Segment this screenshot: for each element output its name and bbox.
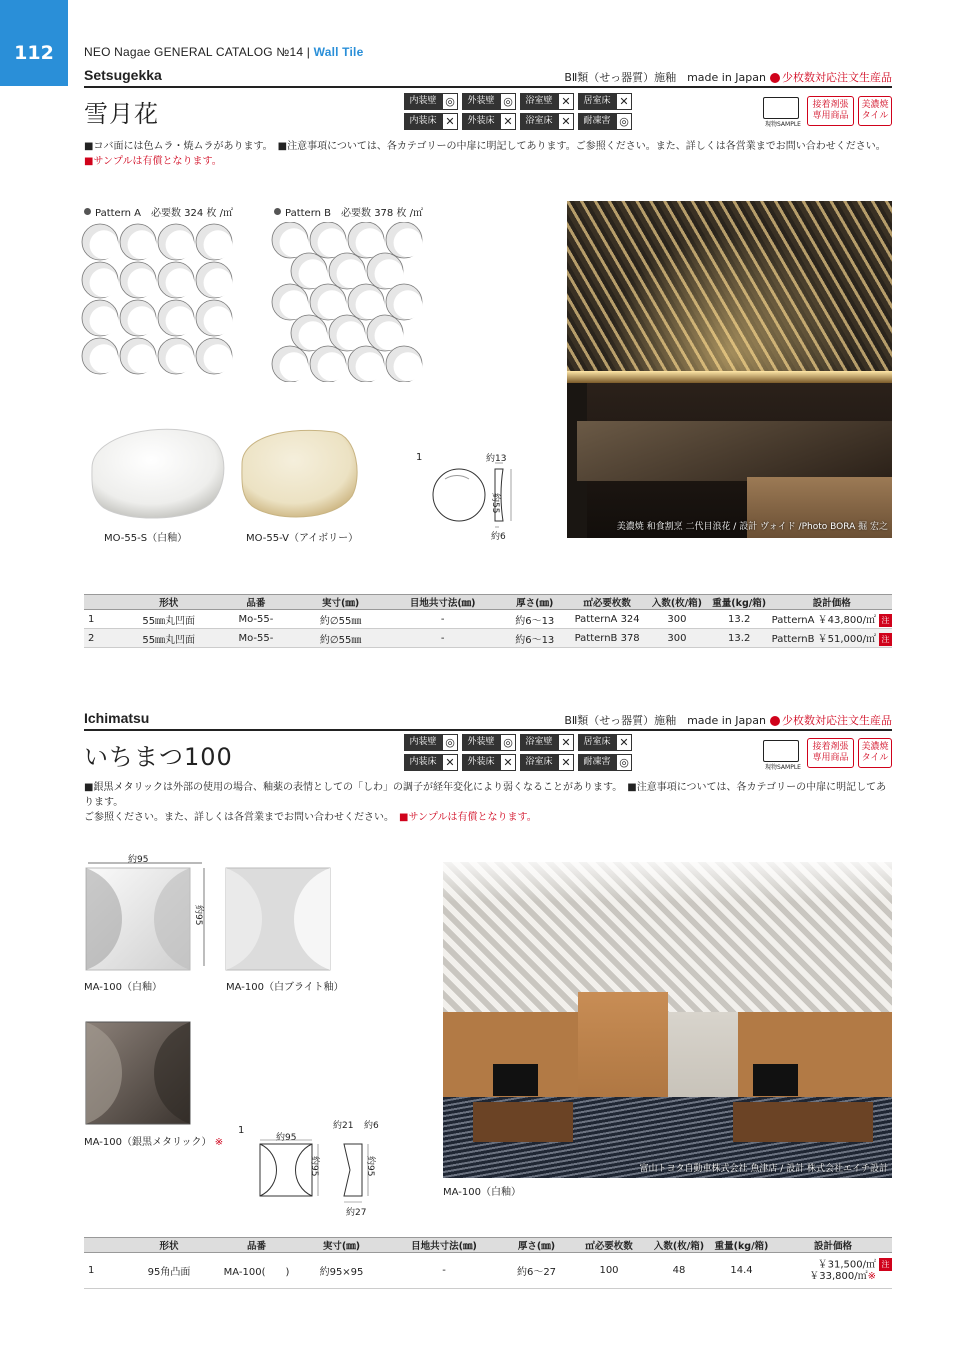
double-circle-icon: ◎ bbox=[500, 93, 516, 110]
usage-item bbox=[404, 113, 458, 130]
tile-circle bbox=[196, 300, 232, 336]
tile-circle bbox=[348, 222, 384, 258]
tile-circle bbox=[158, 300, 194, 336]
tile-ma100-bright-image bbox=[224, 866, 334, 972]
header-thickness: 厚さ(㎜) bbox=[502, 595, 567, 610]
tile-circle bbox=[386, 284, 422, 320]
cross-icon: ✕ bbox=[558, 734, 574, 751]
usage-item bbox=[520, 93, 574, 110]
tile-circle bbox=[272, 346, 308, 382]
header-per-sqm: ㎡必要枚数 bbox=[567, 595, 647, 610]
tile-circle bbox=[329, 253, 365, 289]
dim-27: 約27 bbox=[346, 1208, 367, 1218]
tile-circle bbox=[82, 224, 118, 260]
usage-item bbox=[404, 93, 458, 110]
note: ■コバ面には色ムラ・焼ムラがあります。 ■注意事項については、各カテゴリーの中扉に明記してあります。ご参照ください。また、詳しくは各営業までお問い合わせください。 ■サンプルは有償となります。 bbox=[84, 141, 886, 167]
red-dot-icon bbox=[770, 716, 780, 726]
tile-circle bbox=[120, 338, 156, 374]
tile-circle bbox=[367, 315, 403, 351]
cross-icon: ✕ bbox=[500, 113, 516, 130]
tile-circle bbox=[82, 338, 118, 374]
section-name: Ichimatsu bbox=[84, 710, 150, 726]
usage-label: 内装床 bbox=[404, 113, 442, 130]
header-thickness: 厚さ(㎜) bbox=[504, 1238, 569, 1253]
section-name: Setsugekka bbox=[84, 67, 162, 83]
usage-item bbox=[404, 734, 458, 751]
usage-item bbox=[404, 754, 458, 771]
tile-circle bbox=[158, 262, 194, 298]
dim-width: 約95 bbox=[276, 1133, 297, 1143]
header-size: 実寸(㎜) bbox=[298, 595, 383, 610]
bullet-icon bbox=[274, 208, 281, 215]
table-row: 2 55㎜丸凹面 Mo-55- 約∅55㎜ - 約6～13 PatternB 378 300 13.2 PatternB ￥51,000/㎡ 注 bbox=[84, 629, 892, 648]
tile-circle bbox=[120, 262, 156, 298]
product-title: 雪月花 bbox=[84, 100, 159, 128]
usage-item bbox=[578, 754, 632, 771]
tile-circle bbox=[310, 284, 346, 320]
tile-drawing bbox=[425, 455, 525, 545]
usage-item bbox=[578, 734, 632, 751]
usage-label: 外装壁 bbox=[462, 93, 500, 110]
header-price: 設計価格 bbox=[774, 1238, 892, 1253]
tile-ivory-image bbox=[234, 418, 364, 524]
section-rule bbox=[84, 86, 892, 88]
caption-ivory: MO-55-V（アイボリー） bbox=[246, 533, 359, 544]
mino-badge: 美濃焼 タイル bbox=[858, 96, 892, 126]
usage-label: 居室床 bbox=[578, 93, 616, 110]
header-per-box: 入数(枚/箱) bbox=[647, 595, 707, 610]
dim-6: 約6 bbox=[364, 1121, 379, 1131]
header-shape: 形状 bbox=[124, 595, 214, 610]
dim-height: 約95 bbox=[309, 1156, 319, 1177]
usage-item bbox=[462, 93, 516, 110]
product-meta: BⅡ類（せっ器質）施釉 made in Japan 少枚数対応注文生産品 bbox=[564, 71, 892, 84]
spec-table bbox=[84, 594, 892, 648]
tile-circle bbox=[367, 253, 403, 289]
usage-item bbox=[578, 93, 632, 110]
page-number: 112 bbox=[0, 0, 68, 86]
dim-width: 約95 bbox=[128, 855, 149, 865]
double-circle-icon: ◎ bbox=[616, 754, 632, 771]
cross-icon: ✕ bbox=[442, 754, 458, 771]
header-joint: 目地共寸法(㎜) bbox=[383, 595, 502, 610]
running-header: NEO Nagae GENERAL CATALOG №14 | Wall Tile bbox=[84, 45, 364, 59]
caption-white: MO-55-S（白釉） bbox=[104, 533, 188, 544]
usage-label: 内装壁 bbox=[404, 734, 442, 751]
cross-icon: ✕ bbox=[442, 113, 458, 130]
usage-item bbox=[520, 113, 574, 130]
dim-height: 約95 bbox=[193, 905, 203, 926]
pattern-b-diagram bbox=[270, 222, 434, 382]
header-price: 設計価格 bbox=[772, 595, 892, 610]
sample-icon bbox=[763, 740, 799, 762]
usage-label: 浴室壁 bbox=[520, 734, 558, 751]
header-per-box: 入数(枚/箱) bbox=[649, 1238, 709, 1253]
usage-item bbox=[462, 734, 516, 751]
usage-grid bbox=[404, 93, 632, 130]
pattern-b-label: Pattern B 必要数 378 枚 /㎡ bbox=[274, 204, 423, 219]
cross-icon: ✕ bbox=[558, 754, 574, 771]
tile-circle bbox=[196, 262, 232, 298]
bullet-icon bbox=[84, 208, 91, 215]
double-circle-icon: ◎ bbox=[500, 734, 516, 751]
tile-circle bbox=[291, 315, 327, 351]
double-circle-icon: ◎ bbox=[442, 93, 458, 110]
dim-21: 約21 bbox=[333, 1121, 354, 1131]
installation-photo bbox=[443, 862, 892, 1178]
adhesive-badge: 接着剤張 専用商品 bbox=[807, 96, 854, 126]
product-title: いちまつ100 bbox=[84, 743, 233, 771]
cross-icon: ✕ bbox=[558, 113, 574, 130]
header-code: 品番 bbox=[214, 595, 299, 610]
table-row: 1 55㎜丸凹面 Mo-55- 約∅55㎜ - 約6～13 PatternA 324 300 13.2 PatternA ￥43,800/㎡ 注 bbox=[84, 610, 892, 629]
tile-circle bbox=[386, 222, 422, 258]
installation-photo bbox=[567, 201, 892, 538]
tile-ma100-white-image bbox=[84, 866, 194, 972]
tile-circle bbox=[120, 224, 156, 260]
tile-circle bbox=[120, 300, 156, 336]
tile-circle bbox=[348, 284, 384, 320]
usage-label: 外装壁 bbox=[462, 734, 500, 751]
tile-circle bbox=[310, 346, 346, 382]
photo-caption: 富山トヨタ自動車株式会社 魚津店 / 設計 株式会社エイチ設計 bbox=[639, 1164, 888, 1174]
tile-ma100-metallic-image bbox=[84, 1020, 194, 1126]
dim-bottom: 約6 bbox=[491, 532, 506, 542]
usage-label: 浴室壁 bbox=[520, 93, 558, 110]
tile-circle bbox=[272, 284, 308, 320]
photo-caption: 美濃焼 和食割烹 二代目浪花 / 設計 ヴォイド /Photo BORA 掘 宏之 bbox=[616, 522, 888, 532]
drawing-number: 1 bbox=[238, 1125, 245, 1136]
header-size: 実寸(㎜) bbox=[299, 1238, 384, 1253]
sample-box: 現物SAMPLE bbox=[763, 740, 803, 771]
header-per-sqm: ㎡必要枚数 bbox=[569, 1238, 649, 1253]
usage-label: 外装床 bbox=[462, 754, 500, 771]
tile-circle bbox=[82, 262, 118, 298]
tile-white-image bbox=[82, 418, 232, 524]
tile-circle bbox=[158, 224, 194, 260]
usage-item bbox=[462, 113, 516, 130]
product-meta: BⅡ類（せっ器質）施釉 made in Japan 少枚数対応注文生産品 bbox=[564, 714, 892, 727]
table-row: 1 95角凸面 MA-100( ) 約95×95 - 約6～27 100 48 14.4 ￥31,500/㎡ 注 ￥33,800/㎡※ bbox=[84, 1253, 892, 1289]
pattern-a-label: Pattern A 必要数 324 枚 /㎡ bbox=[84, 204, 233, 219]
usage-item bbox=[578, 113, 632, 130]
cross-icon: ✕ bbox=[500, 754, 516, 771]
double-circle-icon: ◎ bbox=[616, 113, 632, 130]
usage-label: 内装壁 bbox=[404, 93, 442, 110]
mino-badge: 美濃焼 タイル bbox=[858, 738, 892, 768]
tile-circle bbox=[386, 346, 422, 382]
caption-bright: MA-100（白ブライト釉） bbox=[226, 982, 344, 993]
dim-height-side: 約95 bbox=[365, 1156, 375, 1177]
note: ■銀黒メタリックは外部の使用の場合、釉薬の表情としての「しわ」の調子が経年変化により弱くなることがあります。 ■注意事項については、各カテゴリーの中扉に明記してあります。 ご参照ください。また、詳しくは各営業までお問い合わせください。 ■サンプルは有償となります。 bbox=[84, 782, 887, 823]
usage-label: 浴室床 bbox=[520, 754, 558, 771]
caption-metallic: MA-100（銀黒メタリック） ※ bbox=[84, 1137, 224, 1148]
note-mark: 注 bbox=[879, 614, 892, 627]
photo-label: MA-100（白釉） bbox=[443, 1187, 521, 1198]
tile-circle bbox=[158, 338, 194, 374]
tile-circle bbox=[310, 222, 346, 258]
note-mark: 注 bbox=[879, 633, 892, 646]
spec-table bbox=[84, 1237, 892, 1289]
adhesive-badge: 接着剤張 専用商品 bbox=[807, 738, 854, 768]
usage-grid bbox=[404, 734, 632, 771]
section-rule bbox=[84, 729, 892, 731]
tile-circle bbox=[82, 300, 118, 336]
header-shape: 形状 bbox=[124, 1238, 214, 1253]
usage-label: 耐凍害 bbox=[578, 754, 616, 771]
note-mark: 注 bbox=[879, 1258, 892, 1271]
dim-top: 約13 bbox=[486, 454, 507, 464]
tile-circle bbox=[291, 253, 327, 289]
usage-label: 外装床 bbox=[462, 113, 500, 130]
usage-item bbox=[520, 754, 574, 771]
sample-box: 現物SAMPLE bbox=[763, 97, 803, 128]
usage-item bbox=[462, 754, 516, 771]
tile-circle bbox=[348, 346, 384, 382]
header-weight: 重量(kg/箱) bbox=[709, 1238, 774, 1253]
tile-circle bbox=[196, 338, 232, 374]
drawing-number: 1 bbox=[416, 452, 423, 463]
double-circle-icon: ◎ bbox=[442, 734, 458, 751]
sample-icon bbox=[763, 97, 799, 119]
header-weight: 重量(kg/箱) bbox=[707, 595, 772, 610]
usage-label: 内装床 bbox=[404, 754, 442, 771]
header-code: 品番 bbox=[214, 1238, 299, 1253]
cross-icon: ✕ bbox=[616, 734, 632, 751]
caption-white: MA-100（白釉） bbox=[84, 982, 162, 993]
tile-circle bbox=[272, 222, 308, 258]
red-dot-icon bbox=[770, 73, 780, 83]
pattern-a-diagram bbox=[80, 222, 240, 382]
usage-label: 居室床 bbox=[578, 734, 616, 751]
dim-height: 約55 bbox=[490, 493, 500, 514]
tile-circle bbox=[196, 224, 232, 260]
cross-icon: ✕ bbox=[558, 93, 574, 110]
usage-item bbox=[520, 734, 574, 751]
usage-label: 耐凍害 bbox=[578, 113, 616, 130]
cross-icon: ✕ bbox=[616, 93, 632, 110]
header-joint: 目地共寸法(㎜) bbox=[384, 1238, 504, 1253]
usage-label: 浴室床 bbox=[520, 113, 558, 130]
tile-circle bbox=[329, 315, 365, 351]
